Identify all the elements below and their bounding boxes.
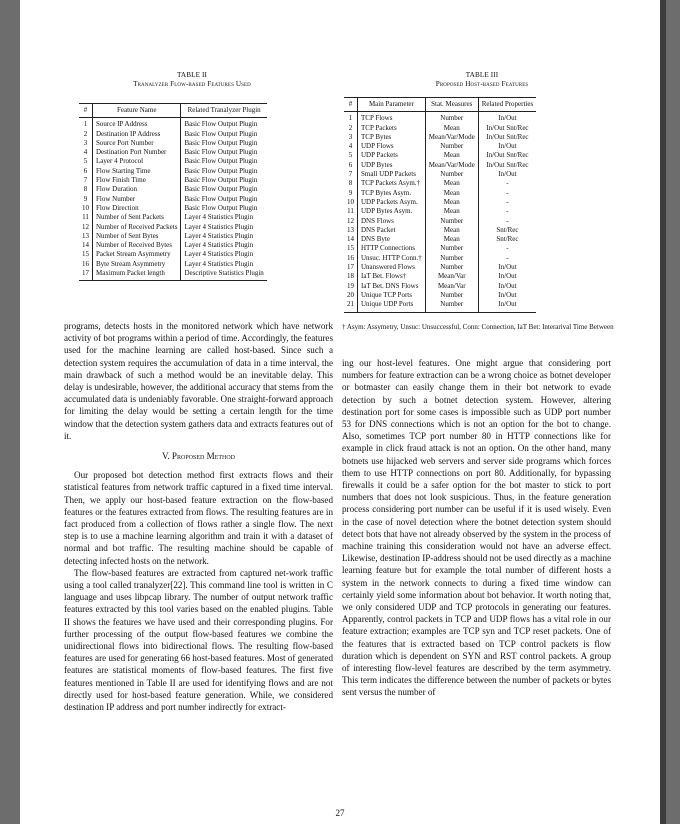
t2-cell: Packet Stream Asymmetry (93, 250, 181, 259)
t3-cell: TCP Bytes Asym. (358, 189, 426, 198)
t2-cell: Layer 4 Statistics Plugin (184, 250, 254, 259)
t3-header-cell: # (344, 98, 358, 112)
left-paragraph-1: programs, detects hosts in the monitored network which have network activity of bot programs within a period of time. Accordingly, the features used for the machine learning are called host-based. Since such a detection system requires the accumulation of data in a time interval, the main drawback of such a method would be an inevitable delay. This delay is undesirable, however, the additional accuracy that stems from the accumulated data is undeniably favorable. One straight-forward approach for limiting the delay would be setting a certain length for the time window that the detection system gathers data and extracts features out of it. (64, 321, 333, 441)
t3-cell: Mean (425, 151, 478, 160)
t3-cell: Mean (425, 179, 478, 188)
section-number: V. (161, 451, 170, 462)
t3-cell: TCP Bytes (358, 133, 426, 142)
t2-cell: Basic Flow Output Plugin (184, 166, 258, 175)
table-row (344, 207, 536, 216)
table-row (344, 300, 536, 312)
t3-cell: In/Out (498, 290, 517, 299)
t3-cell: 17 (344, 263, 358, 272)
table-row (344, 161, 536, 170)
table2-label: TABLE II (177, 71, 207, 79)
t3-cell: Mean (425, 198, 478, 207)
t3-cell: Snt/Rec (496, 225, 519, 234)
table3-label: TABLE III (465, 71, 499, 79)
t2-cell: 4 (79, 148, 93, 157)
t2-cell: Basic Flow Output Plugin (184, 148, 258, 157)
t3-cell: 3 (344, 133, 358, 142)
t3-cell: In/Out (498, 281, 517, 290)
t3-cell: DNS Flows (358, 217, 426, 226)
table-row (344, 179, 536, 188)
table3-footnote: † Asym: Assymetry, Unsuc: Unsuccessful, Conn: Connection, IaT Bet: Interarival Time Between (342, 323, 614, 331)
table-row (344, 291, 536, 300)
t3-cell: Mean (425, 189, 478, 198)
t3-cell: 9 (344, 189, 358, 198)
t3-cell: TCP Packets Asym.† (358, 179, 426, 188)
t2-cell: 15 (79, 250, 93, 259)
t2-cell: 9 (79, 195, 93, 204)
t3-cell: Number (425, 142, 478, 151)
t3-cell: 20 (344, 291, 358, 300)
left-column (64, 320, 333, 713)
t3-cell: Number (425, 263, 478, 272)
t3-cell: 16 (344, 254, 358, 263)
table-row (344, 254, 536, 263)
t2-header-cell: Feature Name (93, 104, 181, 118)
t3-cell: UDP Packets Asym. (358, 198, 426, 207)
t2-cell: Basic Flow Output Plugin (184, 194, 258, 203)
t2-cell: Flow Direction (93, 204, 181, 213)
t3-cell: Number (425, 291, 478, 300)
left-paragraph-3: The flow-based features are extracted from captured net-work traffic using a tool called tranalyzer[22]. This command line tool is written in C language and uses libpcap library. The number of output network traffic features extracted by this tool varies based on the enabled plugins. Table II shows the features we have used and their corresponding plugins. For further processing of the output flow-based features we combine the unidirectional flows into bidirectional flows. The resulting flow-based features are used for generating 66 host-based features. Most of generated features are statistical moments of flow-based features. The first five features mentioned in Table II are used for identifying flows and are not directly used for host-based feature generation. While, we considered destination IP address and port number indirectly for extract- (64, 567, 333, 713)
table-row (344, 272, 536, 281)
table-row (79, 185, 267, 194)
t3-cell: - (506, 188, 509, 197)
t3-cell: Number (425, 244, 478, 253)
table-row (344, 226, 536, 235)
table-row (344, 244, 536, 253)
t3-cell: In/Out Snt/Rec (486, 151, 529, 160)
table-row (79, 118, 267, 130)
t3-cell: - (506, 197, 509, 206)
t3-cell: In/Out Snt/Rec (486, 160, 529, 169)
t2-cell: 12 (79, 223, 93, 232)
table-row (344, 235, 536, 244)
t3-cell: IaT Bet. DNS Flows (358, 282, 426, 291)
t3-header-cell: Stat. Measures (425, 98, 478, 112)
t3-cell: Unique UDP Ports (358, 300, 426, 312)
section-heading (64, 450, 333, 462)
t3-cell: Unanswered Flows (358, 263, 426, 272)
t2-cell: Byte Stream Asymmetry (93, 260, 181, 269)
table-row (79, 232, 267, 241)
t3-cell: Mean (425, 207, 478, 216)
t3-cell: 8 (344, 179, 358, 188)
t3-cell: Unique TCP Ports (358, 291, 426, 300)
table-row (344, 217, 536, 226)
t2-cell: 17 (79, 269, 93, 281)
t3-cell: IaT Bet. Flows† (358, 272, 426, 281)
table-row (79, 250, 267, 259)
t3-cell: Number (425, 300, 478, 312)
t3-cell: 14 (344, 235, 358, 244)
table-row (79, 148, 267, 157)
t3-cell: Mean (425, 124, 478, 133)
t3-cell: 18 (344, 272, 358, 281)
t2-cell: Number of Received Bytes (93, 241, 181, 250)
left-paragraph-2: Our proposed bot detection method first extracts flows and their statistical features from network traffic captured in a fixed time interval. Then, we apply our host-based feature extraction on the flow-based features or the features extracted from flows. The resulting features are in fact produced from a collection of flows rather a single flow. The next step is to use a machine learning algorithm and train it with a dataset of normal and bot traffic. The resulting machine should be capable of detecting infected hosts on the network. (64, 470, 333, 566)
t3-cell: - (506, 216, 509, 225)
t3-cell: In/Out Snt/Rec (486, 123, 529, 132)
t3-cell: - (506, 253, 509, 262)
t3-cell: Mean (425, 235, 478, 244)
table3-caption (342, 71, 622, 89)
table-row (79, 176, 267, 185)
t3-header-cell: Related Properties (478, 98, 536, 112)
t3-cell: TCP Packets (358, 124, 426, 133)
t2-cell: Number of Sent Packets (93, 213, 181, 222)
t2-cell: Flow Starting Time (93, 167, 181, 176)
table-row (79, 241, 267, 250)
t3-cell: UDP Packets (358, 151, 426, 160)
table-row (79, 130, 267, 139)
table-row (344, 282, 536, 291)
t2-cell: Destination Port Number (93, 148, 181, 157)
t3-cell: Number (425, 254, 478, 263)
t2-cell: Basic Flow Output Plugin (184, 185, 258, 194)
t3-cell: Mean (425, 226, 478, 235)
table-row (344, 133, 536, 142)
table3 (344, 97, 536, 313)
t3-cell: HTTP Connections (358, 244, 426, 253)
t2-header-cell: Related Tranalyzer Plugin (181, 104, 267, 118)
page-number: 27 (335, 808, 345, 818)
table-row (79, 260, 267, 269)
t2-cell: Layer 4 Protocol (93, 157, 181, 166)
t3-cell: In/Out (498, 114, 517, 123)
t2-cell: Flow Duration (93, 185, 181, 194)
t3-cell: In/Out Snt/Rec (486, 132, 529, 141)
t2-cell: Source Port Number (93, 139, 181, 148)
right-paragraph-1: ing our host-level features. One might argue that considering port numbers for feature extraction can be a wrong choice as botnet developer or botmaster can easily change them in their bot network to evade detection by such a botnet detection system. However, altering destination port for some cases is impossible such as UDP port number 53 for DNS connections which is not an option for the bot to change. Also, sometimes TCP port number 80 in HTTP connections like for example in click fraud attack is not an option. On the other hand, many botnets use hijacked web servers and server side programs which forces them to use HTTP connections on port 80. Additionally, for bypassing firewalls it could be a safer option for the bot master to stick to port numbers that does not look suspicious. Thus, in the feature generation process considering port number can be useful if it is used wisely. Even in the case of novel detection where the botnet detection system should detect bots that have not already observed by the system in the process of machine training this consideration would not have an adverse effect. Likewise, destination IP-address should not be used directly as a machine learning feature but for example the total number of different hosts a system in the network connects to during a fixed time window can certainly yield some information about bot behavior. It worth noting that, we only considered UDP and TCP protocols in generating our features. Apparently, control packets in TCP and UDP flows has a vital role in our feature extraction; examples are TCP syn and TCP reset packets. One of the features that is extracted based on TCP control packets is flow duration which is dependent on SYN and RST control packets. A group of interesting flow-level features are described by the term asymmetry. This term indicates the difference between the number of packets or bytes sent versus the number of (342, 358, 611, 698)
t2-cell: Basic Flow Output Plugin (184, 120, 258, 129)
t2-cell: Layer 4 Statistics Plugin (184, 241, 254, 250)
t3-cell: 13 (344, 226, 358, 235)
t2-cell: 3 (79, 139, 93, 148)
t2-cell: Flow Finish Time (93, 176, 181, 185)
t2-cell: Flow Number (93, 195, 181, 204)
t2-cell: 5 (79, 157, 93, 166)
t3-cell: 15 (344, 244, 358, 253)
t2-cell: 13 (79, 232, 93, 241)
t2-header-cell: # (79, 104, 93, 118)
t3-cell: In/Out (478, 300, 536, 312)
table-row (344, 170, 536, 179)
section-title: Proposed Method (171, 451, 236, 462)
t3-cell: UDP Flows (358, 142, 426, 151)
t3-cell: Unsuc. HTTP Conn.† (358, 254, 426, 263)
t3-cell: DNS Byte (358, 235, 426, 244)
t3-cell: 4 (344, 142, 358, 151)
table3-title: Proposed Host-based Features (435, 80, 529, 88)
t2-cell: Layer 4 Statistics Plugin (184, 231, 254, 240)
t2-cell: Descriptive Statistics Plugin (181, 269, 267, 281)
t3-cell: 10 (344, 198, 358, 207)
t2-cell: Basic Flow Output Plugin (184, 129, 258, 138)
table-row (344, 112, 536, 124)
t3-cell: 19 (344, 282, 358, 291)
table-row (79, 157, 267, 166)
t2-cell: Number of Sent Bytes (93, 232, 181, 241)
t2-cell: 11 (79, 213, 93, 222)
t2-cell: 16 (79, 260, 93, 269)
t3-cell: Mean/Var/Mode (425, 161, 478, 170)
table-row (344, 151, 536, 160)
t2-cell: Basic Flow Output Plugin (184, 176, 258, 185)
right-column (342, 357, 611, 699)
t3-cell: Number (425, 217, 478, 226)
t3-cell: DNS Packet (358, 226, 426, 235)
t3-cell: UDP Bytes (358, 161, 426, 170)
t2-cell: Layer 4 Statistics Plugin (184, 222, 254, 231)
table-row (79, 139, 267, 148)
t3-cell: Number (425, 112, 478, 124)
t3-cell: 1 (344, 112, 358, 124)
t3-cell: Mean/Var (425, 282, 478, 291)
t3-cell: In/Out (498, 263, 517, 272)
t3-cell: - (506, 179, 509, 188)
t3-cell: In/Out (498, 170, 517, 179)
viewer-page-shadow (660, 0, 666, 824)
t3-cell: In/Out (498, 272, 517, 281)
t2-cell: Basic Flow Output Plugin (184, 157, 258, 166)
table-row (79, 269, 267, 281)
t3-cell: 2 (344, 124, 358, 133)
t2-cell: Layer 4 Statistics Plugin (184, 213, 254, 222)
table2-title: Tranalyzer Flow-based Features Used (133, 80, 251, 88)
t3-cell: 6 (344, 161, 358, 170)
t3-header-cell: Main Parameter (358, 98, 426, 112)
table-row (344, 189, 536, 198)
table-row (79, 223, 267, 232)
table-row (79, 167, 267, 176)
table-row (344, 124, 536, 133)
t2-cell: Layer 4 Statistics Plugin (184, 259, 254, 268)
t2-cell: Destination IP Address (93, 130, 181, 139)
table-row (79, 204, 267, 213)
t2-cell: 2 (79, 130, 93, 139)
t3-cell: Mean/Var (425, 272, 478, 281)
t3-cell: UDP Bytes Asym. (358, 207, 426, 216)
t3-cell: 21 (344, 300, 358, 312)
table-row (79, 195, 267, 204)
t3-cell: In/Out (498, 142, 517, 151)
table-row (344, 198, 536, 207)
t2-cell: 7 (79, 176, 93, 185)
t2-cell: Number of Received Packets (93, 223, 181, 232)
t2-cell: Source IP Address (93, 118, 181, 130)
t2-cell: 14 (79, 241, 93, 250)
t2-cell: Maximum Packet length (93, 269, 181, 281)
t3-cell: Mean/Var/Mode (425, 133, 478, 142)
t3-cell: 5 (344, 151, 358, 160)
t3-cell: Number (425, 170, 478, 179)
t3-cell: - (506, 244, 509, 253)
t3-cell: 7 (344, 170, 358, 179)
table2 (79, 103, 267, 281)
t3-cell: Small UDP Packets (358, 170, 426, 179)
paper-page (20, 0, 660, 824)
t2-cell: 6 (79, 167, 93, 176)
t3-cell: - (506, 207, 509, 216)
table2-caption (72, 71, 312, 89)
t3-cell: TCP Flows (358, 112, 426, 124)
table-row (79, 213, 267, 222)
t3-cell: 12 (344, 217, 358, 226)
table-row (344, 263, 536, 272)
t2-cell: 8 (79, 185, 93, 194)
t2-cell: 1 (79, 118, 93, 130)
t2-cell: Basic Flow Output Plugin (184, 203, 258, 212)
t3-cell: 11 (344, 207, 358, 216)
table-row (344, 142, 536, 151)
t3-cell: Snt/Rec (496, 235, 519, 244)
t2-cell: Basic Flow Output Plugin (184, 138, 258, 147)
t2-cell: 10 (79, 204, 93, 213)
